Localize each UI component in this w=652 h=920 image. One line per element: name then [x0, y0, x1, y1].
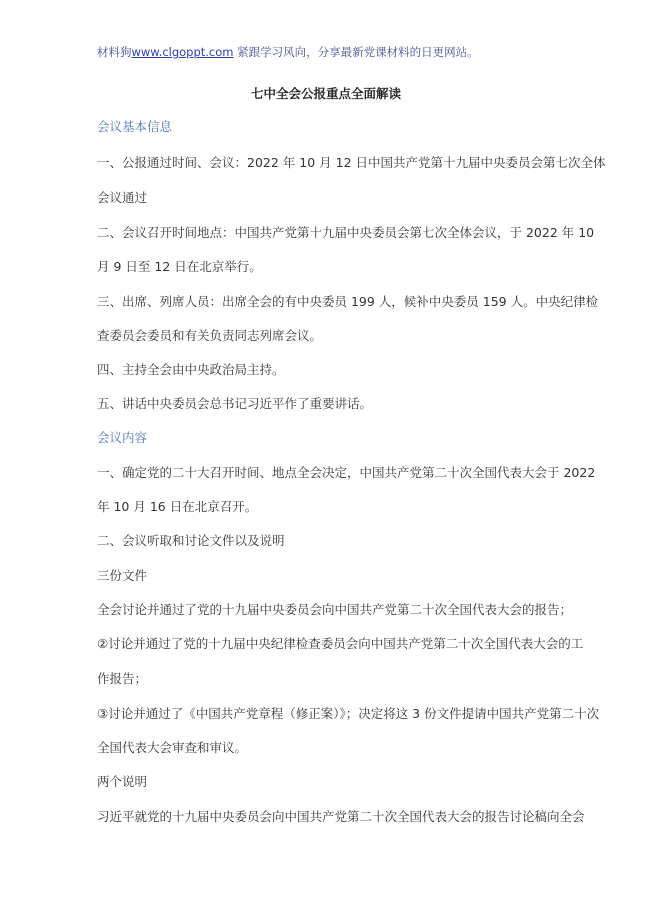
header-prefix: 材料狗	[97, 45, 132, 59]
paragraph-line: 二、会议召开时间地点：中国共产党第十九届中央委员会第七次全体会议，于 2022 年 10	[97, 225, 595, 240]
paragraph-line: 年 10 月 16 日在北京召开。	[97, 499, 258, 514]
document-title: 七中全会公报重点全面解读	[250, 86, 401, 101]
paragraph-line: 查委员会委员和有关负责同志列席会议。	[97, 328, 323, 343]
paragraph-line: 四、主持全会由中央政治局主持。	[97, 362, 285, 377]
paragraph-line: 月 9 日至 12 日在北京举行。	[97, 259, 262, 274]
paragraph-line: ③讨论并通过了《中国共产党章程（修正案）》；决定将这 3 份文件提请中国共产党第二十次	[97, 706, 600, 721]
paragraph-line: 一、确定党的二十大召开时间、地点全会决定，中国共产党第二十次全国代表大会于 2022	[97, 465, 596, 480]
paragraph-line: 习近平就党的十九届中央委员会向中国共产党第二十次全国代表大会的报告讨论稿向全会	[97, 809, 585, 824]
site-header	[97, 44, 479, 60]
paragraph-line: 二、会议听取和讨论文件以及说明	[97, 533, 285, 548]
site-link[interactable]: www.clgoppt.com	[131, 45, 234, 59]
section-heading-basic-info: 会议基本信息	[97, 119, 173, 134]
paragraph-line: 作报告；	[97, 671, 148, 686]
paragraph-line: ②讨论并通过了党的十九届中央纪律检查委员会向中国共产党第二十次全国代表大会的工	[97, 636, 584, 651]
subheading-three-documents: 三份文件	[97, 568, 148, 583]
paragraph-line: 一、公报通过时间、会议：2022 年 10 月 12 日中国共产党第十九届中央委员会第七次全体	[97, 155, 606, 170]
section-heading-content: 会议内容	[97, 430, 148, 445]
subheading-two-explanations: 两个说明	[97, 774, 148, 789]
paragraph-line: 五、讲话中央委员会总书记习近平作了重要讲话。	[97, 396, 373, 411]
paragraph-line: 全国代表大会审查和审议。	[97, 740, 248, 755]
header-suffix: 紧跟学习风向，分享最新党课材料的日更网站。	[233, 45, 479, 59]
paragraph-line: 三、出席、列席人员：出席全会的有中央委员 199 人，候补中央委员 159 人。中央纪律检	[97, 294, 599, 309]
paragraph-line: 会议通过	[97, 190, 148, 205]
paragraph-line: 全会讨论并通过了党的十九届中央委员会向中国共产党第二十次全国代表大会的报告；	[97, 602, 573, 617]
